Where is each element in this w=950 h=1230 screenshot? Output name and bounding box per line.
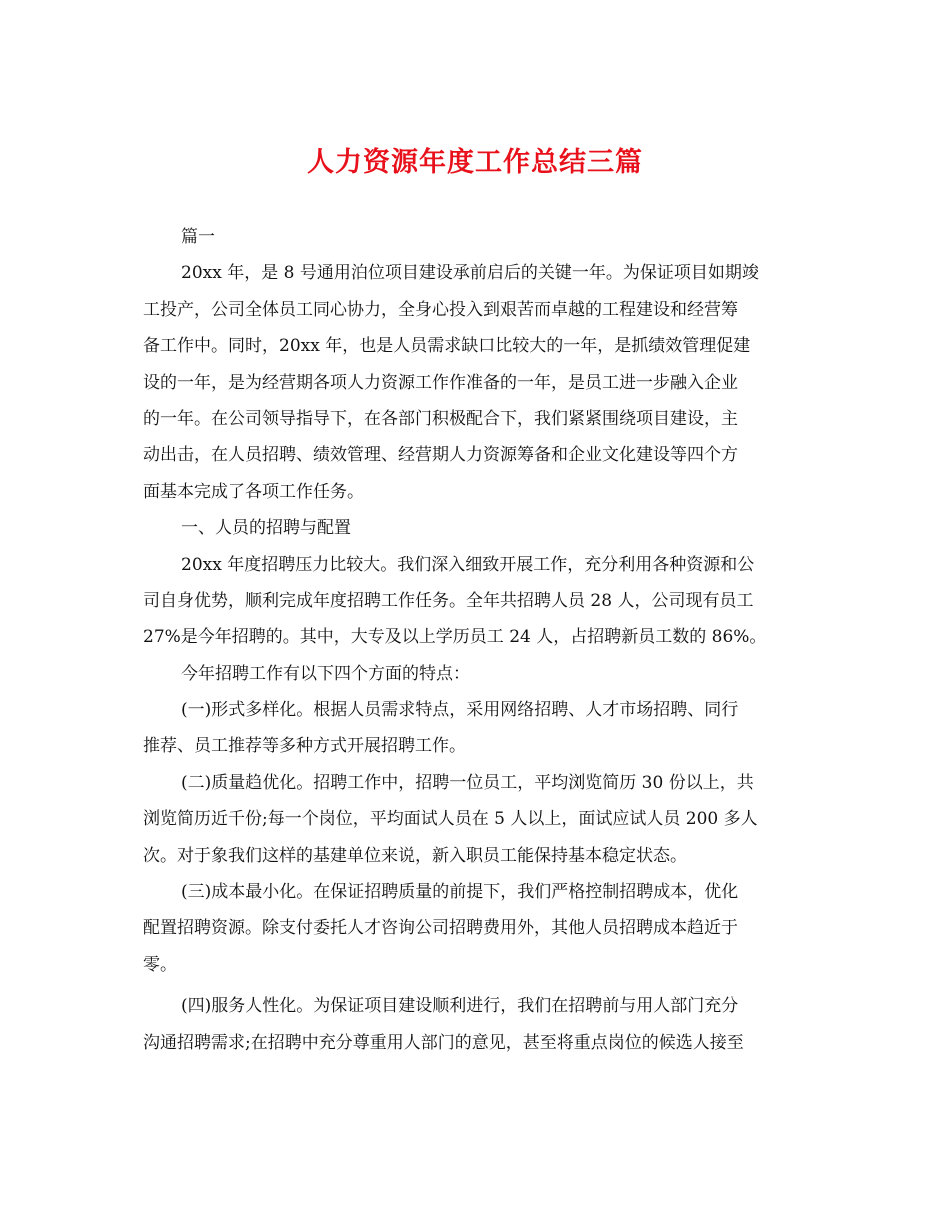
paragraph-line: 零。: [143, 954, 177, 975]
paragraph-line: (三)成本最小化。在保证招聘质量的前提下，我们严格控制招聘成本，优化: [181, 882, 739, 903]
paragraph-line: 面基本完成了各项工作任务。: [143, 481, 364, 502]
paragraph-line: 浏览简历近千份;每一个岗位，平均面试人员在 5 人以上，面试应试人员 200 多人: [143, 809, 758, 830]
paragraph-line: 次。对于象我们这样的基建单位来说，新入职员工能保持基本稳定状态。: [143, 845, 687, 866]
document-title: 人力资源年度工作总结三篇: [307, 147, 643, 178]
paragraph-line: (一)形式多样化。根据人员需求特点，采用网络招聘、人才市场招聘、同行: [181, 700, 739, 721]
paragraph-line: 司自身优势，顺利完成年度招聘工作任务。全年共招聘人员 28 人，公司现有员工: [143, 590, 754, 611]
paragraph-line: 推荐、员工推荐等多种方式开展招聘工作。: [143, 736, 466, 757]
paragraph-line: 设的一年，是为经营期各项人力资源工作作准备的一年，是员工进一步融入企业: [143, 372, 738, 393]
paragraph-line: 27%是今年招聘的。其中，大专及以上学历员工 24 人，占招聘新员工数的 86%。: [143, 627, 767, 648]
paragraph-line: 配置招聘资源。除支付委托人才咨询公司招聘费用外，其他人员招聘成本趋近于: [143, 918, 738, 939]
paragraph-line: (二)质量趋优化。招聘工作中，招聘一位员工，平均浏览简历 30 份以上，共: [181, 772, 754, 793]
paragraph-line: 工投产，公司全体员工同心协力，全身心投入到艰苦而卓越的工程建设和经营筹: [143, 299, 738, 320]
section-heading-part-one: 篇一: [181, 227, 215, 247]
paragraph-line: 沟通招聘需求;在招聘中充分尊重用人部门的意见，甚至将重点岗位的候选人接至: [143, 1032, 744, 1053]
paragraph-line: 20xx 年度招聘压力比较大。我们深入细致开展工作，充分利用各种资源和公: [181, 554, 755, 575]
paragraph-line: 今年招聘工作有以下四个方面的特点：: [181, 663, 470, 684]
paragraph-line: 动出击，在人员招聘、绩效管理、经营期人力资源筹备和企业文化建设等四个方: [143, 445, 738, 466]
section-heading-recruitment: 一、人员的招聘与配置: [181, 518, 351, 539]
paragraph-line: 备工作中。同时，20xx 年，也是人员需求缺口比较大的一年，是抓绩效管理促建: [143, 336, 751, 357]
paragraph-line: 20xx 年，是 8 号通用泊位项目建设承前启后的关键一年。为保证项目如期竣: [181, 263, 759, 284]
paragraph-line: 的一年。在公司领导指导下，在各部门积极配合下，我们紧紧围绕项目建设，主: [143, 408, 738, 429]
document-body: [143, 219, 803, 1061]
paragraph-line: (四)服务人性化。为保证项目建设顺利进行，我们在招聘前与用人部门充分: [181, 996, 739, 1017]
